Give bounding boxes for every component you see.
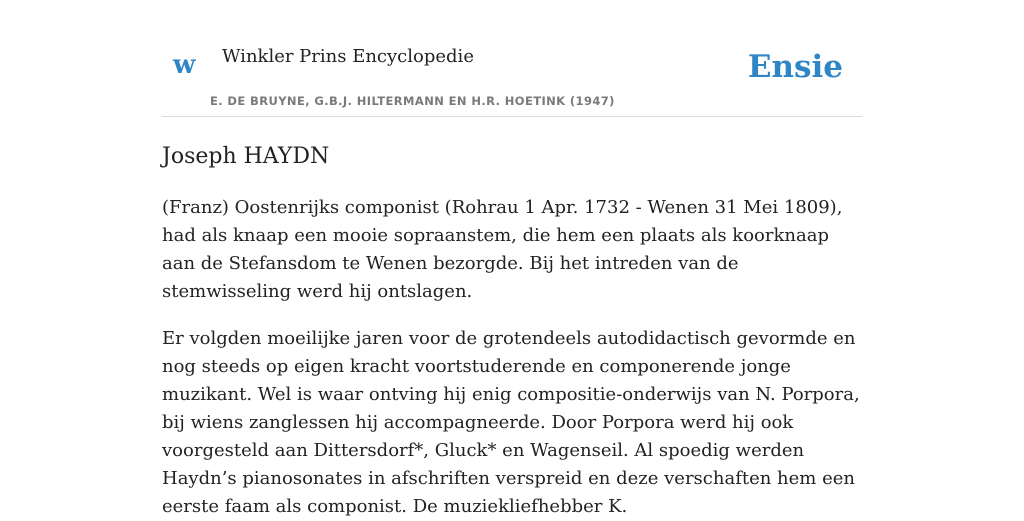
article-paragraph: Er volgden moeilijke jaren voor de grotendeels autodidactisch gevormde en nog steeds op eigen kracht voortstuderende en componerende jonge muzikant. Wel is waar ontving hij enig compositie-onderwijs van N. Porpora, bij wiens zanglessen hij accompagneerde. Door Porpora werd hij ook voorgesteld aan Dittersdorf*, Gluck* en Wagenseil. Al spoedig werden Haydn’s pianosonates in afschriften verspreid en deze verschaften hem een eerste faam als componist. De muziekliefhebber K. <box>162 327 860 517</box>
page <box>162 0 862 521</box>
encyclopedia-logo-icon[interactable]: w <box>173 50 196 80</box>
article-title: Joseph HAYDN <box>162 144 330 169</box>
article-paragraph: (Franz) Oostenrijks componist (Rohrau 1 Apr. 1732 - Wenen 31 Mei 1809), had als knaap een mooie sopraanstem, die hem een plaats als koorknaap aan de Stefansdom te Wenen bezorgde. Bij het intreden van de stemwisseling werd hij ontslagen. <box>162 196 843 302</box>
source-title[interactable]: Winkler Prins Encyclopedie <box>222 46 474 67</box>
ensie-logo[interactable]: Ensie <box>747 49 843 85</box>
source-authors: E. DE BRUYNE, G.B.J. HILTERMANN EN H.R. HOETINK (1947) <box>210 94 615 108</box>
site-header <box>162 0 862 117</box>
article-body <box>162 194 862 521</box>
